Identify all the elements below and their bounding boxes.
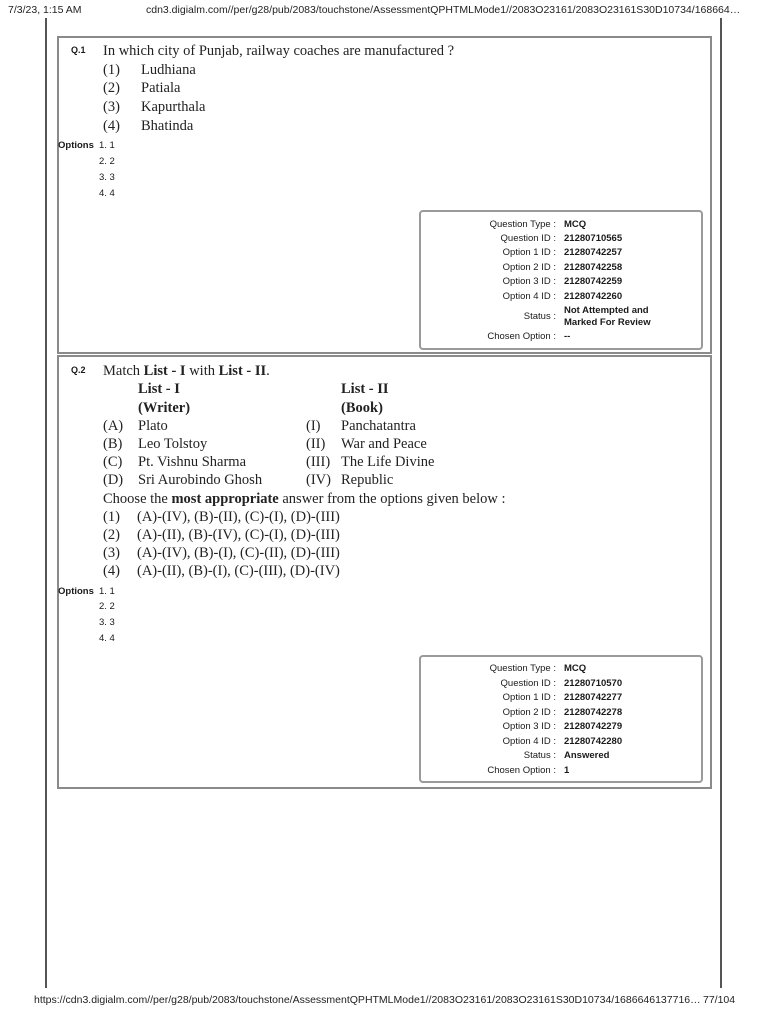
meta-label: Option 2 ID : xyxy=(502,262,556,273)
meta-question-type: MCQ xyxy=(564,219,587,230)
meta-label: Question ID : xyxy=(500,233,556,244)
book: Panchatantra xyxy=(341,418,416,434)
option-item: 1. 1 xyxy=(99,140,115,151)
meta-label: Question Type : xyxy=(489,663,556,674)
list-1-heading: List - I xyxy=(138,381,180,397)
meta-label: Option 3 ID : xyxy=(502,721,556,732)
print-footer-url: https://cdn3.digialm.com//per/g28/pub/2083/touchstone/AssessmentQPHTMLMode1//2083O23161/2083O23161S30D10734/1686646137716… xyxy=(34,994,701,1006)
meta-status: Marked For Review xyxy=(564,317,651,328)
writer: Leo Tolstoy xyxy=(138,436,208,452)
meta-option-id: 21280742257 xyxy=(564,247,623,258)
options-label: Options xyxy=(58,140,94,151)
choice-text: Kapurthala xyxy=(141,99,206,115)
meta-label: Question ID : xyxy=(500,678,556,689)
row-label: (I) xyxy=(306,418,321,434)
meta-label: Chosen Option : xyxy=(487,331,556,342)
option-item: 4. 4 xyxy=(99,633,115,644)
choice-number: (4) xyxy=(103,118,120,134)
row-label: (II) xyxy=(306,436,326,452)
choice-number: (2) xyxy=(103,527,120,543)
print-url: cdn3.digialm.com//per/g28/pub/2083/touchstone/AssessmentQPHTMLMode1//2083O23161/2083O23161S30D10734/168664… xyxy=(146,4,741,16)
meta-label: Option 4 ID : xyxy=(502,291,556,302)
choice-text: Bhatinda xyxy=(141,118,194,134)
choice-number: (4) xyxy=(103,563,120,579)
meta-label: Option 2 ID : xyxy=(502,707,556,718)
row-label: (III) xyxy=(306,454,331,470)
meta-label: Option 3 ID : xyxy=(502,276,556,287)
meta-question-id: 21280710570 xyxy=(564,678,623,689)
meta-question-type: MCQ xyxy=(564,663,587,674)
row-label: (D) xyxy=(103,472,124,488)
option-item: 1. 1 xyxy=(99,586,115,597)
meta-label: Status : xyxy=(523,311,556,322)
question-2-metadata xyxy=(419,655,703,783)
meta-label: Option 4 ID : xyxy=(502,736,556,747)
list-2-heading: List - II xyxy=(341,381,389,397)
list-2-subheading: (Book) xyxy=(341,400,383,416)
meta-label: Chosen Option : xyxy=(487,765,556,776)
book: The Life Divine xyxy=(341,454,435,470)
option-item: 2. 2 xyxy=(99,156,115,167)
choice-number: (2) xyxy=(103,80,120,96)
row-label: (A) xyxy=(103,418,124,434)
page-number: 77/104 xyxy=(703,994,736,1006)
instruction-text: Choose the most appropriate answer from the options given below : xyxy=(103,491,506,507)
meta-option-id: 21280742279 xyxy=(564,721,623,732)
page-right-border xyxy=(720,18,722,988)
book: War and Peace xyxy=(341,436,427,452)
meta-chosen-option: 1 xyxy=(564,765,570,776)
meta-question-id: 21280710565 xyxy=(564,233,623,244)
choice-text: (A)-(IV), (B)-(I), (C)-(II), (D)-(III) xyxy=(137,545,340,561)
book: Republic xyxy=(341,472,394,488)
meta-label: Question Type : xyxy=(489,219,556,230)
question-number: Q.1 xyxy=(71,45,86,55)
meta-chosen-option: -- xyxy=(564,331,571,342)
meta-status: Not Attempted and xyxy=(564,305,649,316)
choice-text: (A)-(II), (B)-(I), (C)-(III), (D)-(IV) xyxy=(137,563,340,579)
meta-option-id: 21280742278 xyxy=(564,707,623,718)
writer: Sri Aurobindo Ghosh xyxy=(138,472,263,488)
question-text: Match List - I with List - II. xyxy=(103,363,270,379)
choice-number: (1) xyxy=(103,62,120,78)
option-item: 3. 3 xyxy=(99,617,115,628)
choice-number: (1) xyxy=(103,509,120,525)
meta-option-id: 21280742260 xyxy=(564,291,623,302)
options-label: Options xyxy=(58,586,94,597)
print-datetime: 7/3/23, 1:15 AM xyxy=(8,4,82,16)
meta-label: Option 1 ID : xyxy=(502,692,556,703)
question-number: Q.2 xyxy=(71,365,86,375)
meta-status: Answered xyxy=(564,750,610,761)
option-item: 2. 2 xyxy=(99,601,115,612)
meta-option-id: 21280742258 xyxy=(564,262,623,273)
meta-option-id: 21280742259 xyxy=(564,276,623,287)
choice-text: (A)-(II), (B)-(IV), (C)-(I), (D)-(III) xyxy=(137,527,340,543)
meta-option-id: 21280742277 xyxy=(564,692,623,703)
list-1-subheading: (Writer) xyxy=(138,400,191,416)
writer: Plato xyxy=(138,418,168,434)
choice-number: (3) xyxy=(103,545,120,561)
option-item: 3. 3 xyxy=(99,172,115,183)
page-left-border xyxy=(45,18,47,988)
row-label: (C) xyxy=(103,454,123,470)
choice-text: (A)-(IV), (B)-(II), (C)-(I), (D)-(III) xyxy=(137,509,340,525)
choice-number: (3) xyxy=(103,99,120,115)
meta-label: Status : xyxy=(523,750,556,761)
question-1-metadata xyxy=(419,210,703,350)
choice-text: Patiala xyxy=(141,80,181,96)
meta-option-id: 21280742280 xyxy=(564,736,623,747)
option-item: 4. 4 xyxy=(99,188,115,199)
row-label: (B) xyxy=(103,436,123,452)
choice-text: Ludhiana xyxy=(141,62,196,78)
meta-label: Option 1 ID : xyxy=(502,247,556,258)
row-label: (IV) xyxy=(306,472,331,488)
writer: Pt. Vishnu Sharma xyxy=(138,454,247,470)
question-text: In which city of Punjab, railway coaches are manufactured ? xyxy=(103,43,455,59)
